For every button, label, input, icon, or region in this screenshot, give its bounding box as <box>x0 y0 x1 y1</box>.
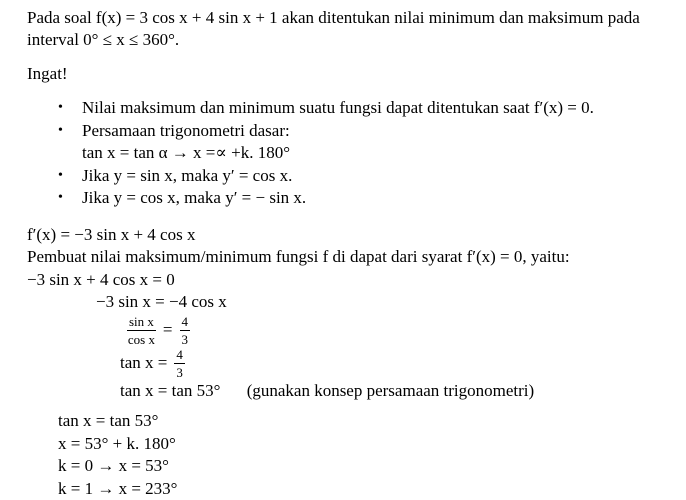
fraction-denominator: 3 <box>176 365 183 380</box>
fraction-sinx-cosx <box>127 314 156 347</box>
bullet-subline-equation: tan x = tan α → x =∝ +k. 180° <box>82 143 291 162</box>
solution-line-1: tan x = tan 53° <box>58 411 159 430</box>
bullet-text: Nilai maksimum dan minimum suatu fungsi dapat ditentukan saat f′(x) = 0. <box>82 98 594 117</box>
bullet-text: Jika y = cos x, maka y′ = − sin x. <box>82 188 307 207</box>
fraction-numerator: 4 <box>181 314 189 329</box>
bullet-icon: • <box>58 122 63 138</box>
fraction-denominator: 3 <box>181 332 189 347</box>
solution-line-3: k = 0 → x = 53° <box>58 456 169 475</box>
problem-line-2: interval 0° ≤ x ≤ 360°. <box>27 30 180 49</box>
bullet-icon: • <box>58 190 63 205</box>
equation-lhs: tan x = <box>120 353 168 373</box>
equals-sign: = <box>162 320 173 340</box>
equation-text: tan x = tan 53° <box>120 380 221 400</box>
equation-note: (gunakan konsep persamaan trigonometri) <box>246 380 535 400</box>
solution-block <box>58 410 678 500</box>
list-item <box>27 165 678 188</box>
derivation-block <box>27 224 678 403</box>
equation-fprime: f′(x) = −3 sin x + 4 cos x <box>27 224 196 244</box>
fraction-numerator: 4 <box>176 347 183 362</box>
problem-line-1: Pada soal f(x) = 3 cos x + 4 sin x + 1 akan ditentukan nilai minimum dan maksimum pada <box>27 8 640 27</box>
bullet-text: Persamaan trigonometri dasar: <box>82 120 290 140</box>
fraction-numerator: sin x <box>129 314 154 329</box>
equation-step-2: −3 sin x = −4 cos x <box>96 292 227 311</box>
list-item <box>27 120 678 165</box>
equation-tan53 <box>120 380 678 403</box>
fraction-four-thirds <box>180 314 191 347</box>
fraction-four-thirds <box>174 347 185 380</box>
bullet-icon: • <box>58 100 63 115</box>
problem-statement <box>27 7 678 51</box>
bullet-text: Jika y = sin x, maka y′ = cos x. <box>82 165 293 185</box>
equation-tanx-four-thirds <box>120 348 678 380</box>
equation-step-1: −3 sin x + 4 cos x = 0 <box>27 269 175 289</box>
solution-line-2: x = 53° + k. 180° <box>58 433 176 453</box>
bullet-icon: • <box>58 167 63 183</box>
list-item <box>27 187 678 210</box>
solution-line-4: k = 1 → x = 233° <box>58 478 178 498</box>
reminder-list <box>27 97 678 210</box>
fraction-denominator: cos x <box>127 332 155 347</box>
equation-sinx-over-cosx <box>127 314 678 348</box>
list-item <box>27 97 678 120</box>
reminder-heading: Ingat! <box>27 64 68 83</box>
derivation-condition-text: Pembuat nilai maksimum/minimum fungsi f di dapat dari syarat f′(x) = 0, yaitu: <box>27 247 570 266</box>
